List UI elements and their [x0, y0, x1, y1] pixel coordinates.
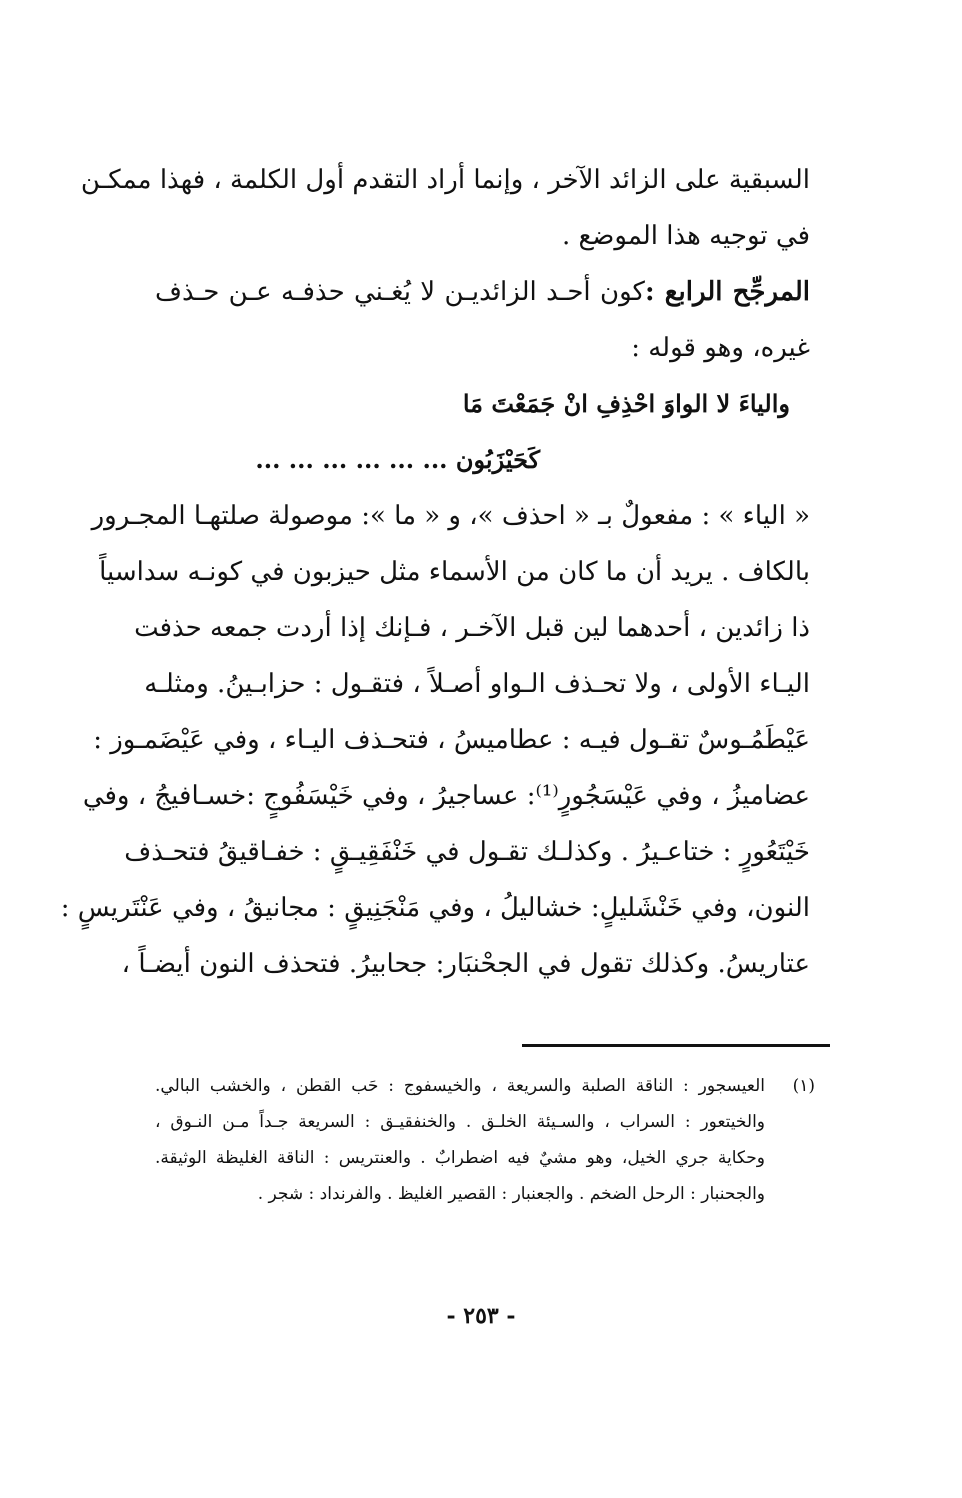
body-line-6: عضاميزُ ، وفي عَيْسَجُورٍ⁽¹⁾: عساجيرُ ، وفي خَيْسَفُوجٍ :خسـافيجُ ، وفي	[82, 781, 810, 811]
footnote-line-2	[155, 1104, 815, 1140]
footnote-text-4: والجحنبار : الرحل الضخم . والجعنبار : القصير الغليظ . والفرنداد : شجر .	[257, 1184, 765, 1204]
footnote-text-1: العيسجور : الناقة الصلبة والسريعة ، والخيسفوج : حَب القطن ، والخشب البالي.	[155, 1076, 765, 1096]
body-line-2: بالكاف . يريد أن ما كان من الأسماء مثل حيزبون في كونـه سداسياً	[99, 557, 810, 587]
body-line-4: اليـاء الأولى ، ولا تحـذف الـواو أصـلاً ، فتقـول : حزابـينُ. ومثلـه	[144, 669, 810, 699]
heading-line	[155, 264, 810, 320]
heading-rest: كون أحـد الزائديـن لا يُغـني حذفـه عـن حـذف	[155, 277, 645, 307]
footnote-indent	[765, 1140, 815, 1176]
body-line-9: عتاريسُ. وكذلك تقول في الجحْنبَار: جحابيرُ. فتحذف النون أيضـاً ،	[121, 949, 810, 979]
main-text	[60, 152, 811, 992]
text-line-2: في توجيه هذا الموضع .	[561, 221, 810, 251]
footnote-line-1	[155, 1068, 815, 1104]
footnote-text-2: والخيتعور : السراب ، والسـيئة الخلـق . والخنفقيـق : السريعة جـداً مـن النـوق ،	[155, 1112, 766, 1132]
page-number: - ٢٥٣ -	[446, 1303, 516, 1329]
heading-label: المرجِّح الرابع :	[644, 277, 811, 307]
body-line-7: خَيْتَعُورٍ : ختاعـيرُ . وكذلـك تقـول في خَنْفَقِيـقٍ : خفـاقيقُ فتحـذف	[124, 837, 810, 867]
footnote-text-3: وحكاية جري الخيل، وهو مشيٌ فيه اضطرابٌ . والعنتريس : الناقة الغليظة الوثيقة.	[155, 1148, 765, 1168]
footnote-number: (١)	[792, 1076, 815, 1096]
verse-line-2: كَحَيْزَبُون ... ... ... ... ... ...	[255, 445, 540, 474]
footnote-indent	[765, 1104, 815, 1140]
footnotes	[155, 1068, 815, 1212]
body-line-3: ذا زائدين ، أحدهما لين قبل الآخـر ، فـإنك إذا أردت جمعه حذفت	[134, 613, 810, 643]
footnote-separator	[522, 1044, 830, 1047]
verse-line-1: والياءَ لا الواوَ احْذِفِ انْ جَمَعْتَ مَا	[462, 389, 790, 418]
text-line-after-heading: غيره، وهو قوله :	[631, 333, 810, 363]
footnote-line-4	[155, 1176, 815, 1212]
footnote-line-3	[155, 1140, 815, 1176]
text-line-1: السبقية على الزائد الآخر ، وإنما أراد التقدم أول الكلمة ، فهذا ممكـن	[80, 165, 810, 195]
body-line-8: النون، وفي خَنْشَليلٍ: خشاليلُ ، وفي مَنْجَنِيقٍ : مجانيقُ ، وفي عَنْتَريسٍ :	[60, 893, 810, 923]
body-line-5: عَيْطَمُـوسٌ تقـول فيـه : عطاميسُ ، فتحـذف اليـاء ، وفي عَيْضَمـوز :	[93, 725, 810, 755]
body-line-1: « الياء » : مفعولٌ بـ « احذف »، و « ما »: موصولة صلتهـا المجـرور	[91, 501, 810, 531]
footnote-indent	[765, 1176, 815, 1212]
